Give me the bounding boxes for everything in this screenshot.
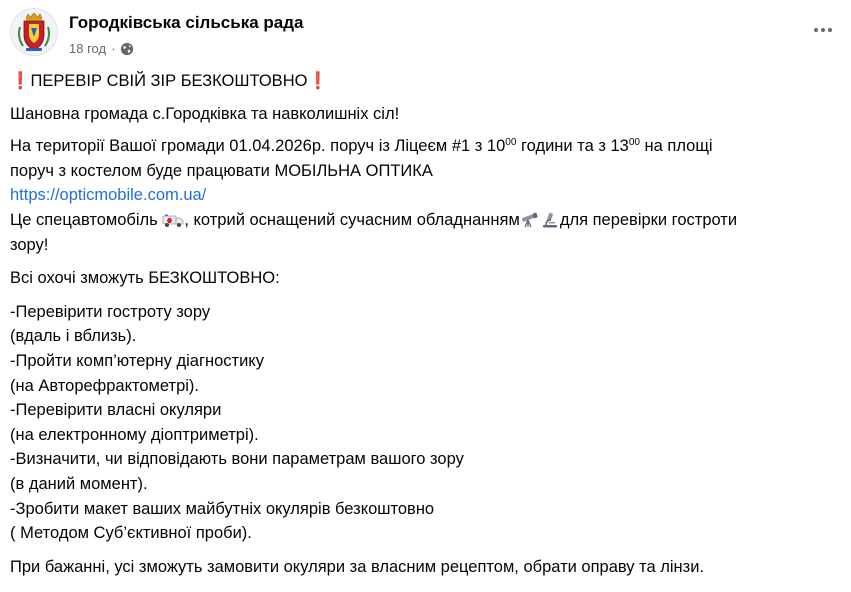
globe-icon[interactable] [120, 42, 134, 56]
info-line-1: На території Вашої громади 01.04.2026р. поруч із Ліцеєм #1 з $10^{00}$ години та з $13^{00}$ на площі [10, 137, 713, 156]
time-superscript: 00 [628, 137, 640, 149]
time-superscript: 00 [505, 137, 517, 149]
list-item: -Перевірити власні окуляри [10, 401, 222, 420]
services-list [10, 300, 840, 546]
more-options-icon [814, 28, 818, 32]
list-item: -Визначити, чи відповідають вони параметрам вашого зору [10, 450, 464, 469]
list-item: -Зробити макет ваших майбутніх окулярів безкоштовно [10, 499, 435, 518]
list-item: -Перевірити гостроту зору [10, 302, 211, 321]
page-name[interactable]: Городківська сільська рада [69, 13, 304, 32]
post-text [10, 69, 840, 579]
telescope-icon [520, 212, 540, 228]
vehicle-line: Це спецавтомобіль , котрий оснащений сучасним обладнанням для перевірки гостроти [10, 210, 738, 229]
post-title [10, 69, 840, 94]
more-options-button[interactable] [809, 20, 837, 40]
greeting-text: Шановна громада с.Городківка та навколишніх сіл! [10, 104, 400, 123]
list-item: -Пройти комп’ютерну діагностику [10, 351, 264, 370]
post-header [10, 8, 841, 60]
ambulance-icon [162, 212, 184, 228]
list-item: (вдаль і вблизь). [10, 327, 137, 346]
exclamation-icon: ❗ [10, 72, 31, 90]
microscope-icon [540, 212, 560, 228]
list-item: ( Методом Суб’єктивної проби). [10, 524, 252, 543]
info-line-2: поруч з костелом буде працювати МОБІЛЬНА ОПТИКА [10, 161, 433, 180]
post-meta [69, 41, 134, 57]
exclamation-icon: ❗ [307, 72, 328, 90]
list-item: (на електронному діоптриметрі). [10, 425, 259, 444]
list-item: (на Авторефрактометрі). [10, 376, 200, 395]
closing-text: При бажанні, усі зможуть замовити окуляри за власним рецептом, обрати оправу та лінзи. [10, 557, 705, 576]
list-item: (в даний момент). [10, 474, 148, 493]
post-time[interactable]: 18 год [69, 41, 107, 56]
page-avatar[interactable] [10, 8, 58, 56]
free-heading: Всі охочі зможуть БЕЗКОШТОВНО: [10, 269, 280, 288]
vehicle-line-2: зору! [10, 235, 49, 254]
meta-separator: · [111, 41, 116, 56]
title-text: ПЕРЕВІР СВІЙ ЗІР БЕЗКОШТОВНО [30, 72, 308, 90]
coat-of-arms-icon [11, 9, 57, 55]
website-link[interactable]: https://opticmobile.com.ua/ [10, 186, 207, 205]
